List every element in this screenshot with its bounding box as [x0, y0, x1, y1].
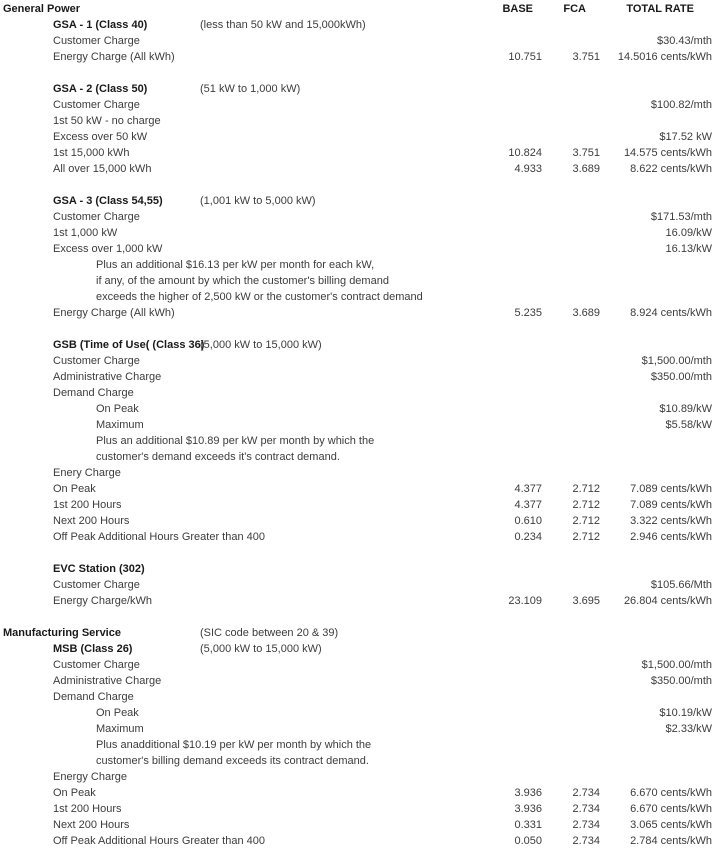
- table-row: [0, 145, 717, 161]
- cell-total-rate: 6.670 cents/kWh: [630, 803, 712, 815]
- cell-base: 0.050: [514, 835, 542, 847]
- row-label: Customer Charge: [53, 579, 140, 591]
- row-label: Customer Charge: [53, 35, 140, 47]
- row-label: customer's billing demand exceeds its contract demand.: [96, 755, 369, 767]
- spacer-row: [0, 177, 717, 193]
- cell-total-rate: [600, 113, 717, 129]
- cell-total-rate: [600, 609, 717, 625]
- table-row: [0, 353, 717, 369]
- cell-base: [485, 369, 542, 385]
- cell-base: [485, 289, 542, 305]
- table-row: [0, 209, 717, 225]
- cell-fca: 3.689: [572, 163, 600, 175]
- cell-base: [485, 705, 542, 721]
- cell-base: [485, 561, 542, 577]
- cell-total-rate: [600, 689, 717, 705]
- cell-fca: [542, 641, 600, 657]
- table-row: [0, 705, 717, 721]
- cell-fca: [542, 289, 600, 305]
- cell-fca: [542, 257, 600, 273]
- cell-fca: 3.689: [572, 307, 600, 319]
- cell-total-rate: [600, 17, 717, 33]
- cell-base: [485, 609, 542, 625]
- cell-total-rate: [600, 273, 717, 289]
- row-label: Customer Charge: [53, 211, 140, 223]
- row-condition: (51 kW to 1,000 kW): [200, 83, 301, 95]
- cell-base: [485, 449, 542, 465]
- cell-total-rate: 3.322 cents/kWh: [630, 515, 712, 527]
- row-label: [0, 545, 485, 561]
- cell-base: [485, 225, 542, 241]
- cell-fca: 2.734: [572, 803, 600, 815]
- cell-fca: [542, 465, 600, 481]
- cell-fca: [542, 273, 600, 289]
- cell-base: [485, 33, 542, 49]
- cell-base: [485, 689, 542, 705]
- cell-fca: [542, 689, 600, 705]
- cell-base: [485, 81, 542, 97]
- row-label: Customer Charge: [53, 659, 140, 671]
- row-label: GSB (Time of Use( (Class 36): [53, 339, 205, 351]
- cell-base: [485, 577, 542, 593]
- cell-base: 0.234: [514, 531, 542, 543]
- row-label: [0, 177, 485, 193]
- cell-total-rate: 14.5016 cents/kWh: [617, 51, 712, 63]
- row-label: Plus an additional $10.89 per kW per month by which the: [96, 435, 375, 447]
- cell-total-rate: $10.89/kW: [659, 403, 712, 415]
- row-label: if any, of the amount by which the customer's billing demand: [96, 275, 389, 287]
- cell-base: [485, 353, 542, 369]
- cell-base: [485, 241, 542, 257]
- row-label: Customer Charge: [53, 99, 140, 111]
- cell-total-rate: [600, 737, 717, 753]
- cell-total-rate: $100.82/mth: [650, 99, 712, 111]
- table-row: [0, 801, 717, 817]
- row-label: Next 200 Hours: [53, 515, 130, 527]
- row-label: [0, 321, 485, 337]
- cell-total-rate: $17.52 kW: [659, 131, 712, 143]
- cell-base: [485, 433, 542, 449]
- cell-fca: [542, 81, 600, 97]
- column-header-total-rate: TOTAL RATE: [626, 3, 694, 15]
- row-label: On Peak: [53, 483, 96, 495]
- row-label: GSA - 3 (Class 54,55): [53, 195, 163, 207]
- cell-base: 4.377: [514, 483, 542, 495]
- cell-total-rate: 6.670 cents/kWh: [630, 787, 712, 799]
- row-condition: (5,000 kW to 15,000 kW): [200, 643, 322, 655]
- table-row: [0, 305, 717, 321]
- table-row: [0, 241, 717, 257]
- table-row: [0, 817, 717, 833]
- table-body: [0, 17, 717, 849]
- cell-total-rate: [600, 257, 717, 273]
- cell-fca: [542, 65, 600, 81]
- cell-fca: [542, 721, 600, 737]
- row-label: 1st 15,000 kWh: [53, 147, 130, 159]
- cell-total-rate: [600, 289, 717, 305]
- column-header-fca: FCA: [563, 3, 586, 15]
- row-label: Excess over 1,000 kW: [53, 243, 163, 255]
- row-label: 1st 1,000 kW: [53, 227, 118, 239]
- cell-fca: [542, 753, 600, 769]
- cell-base: 10.824: [508, 147, 542, 159]
- row-label: Energy Charge: [53, 771, 127, 783]
- table-row: [0, 449, 717, 465]
- cell-base: [485, 321, 542, 337]
- row-label: Customer Charge: [53, 355, 140, 367]
- table-row: [0, 17, 717, 33]
- cell-base: [485, 545, 542, 561]
- cell-total-rate: $10.19/kW: [659, 707, 712, 719]
- cell-fca: 2.734: [572, 787, 600, 799]
- cell-base: 0.610: [514, 515, 542, 527]
- cell-fca: [542, 433, 600, 449]
- row-label: Energy Charge (All kWh): [53, 51, 175, 63]
- table-row: [0, 81, 717, 97]
- cell-base: 4.933: [514, 163, 542, 175]
- table-row: [0, 481, 717, 497]
- row-label: Energy Charge/kWh: [53, 595, 153, 607]
- table-row: [0, 257, 717, 273]
- row-label: Manufacturing Service: [3, 627, 121, 639]
- row-condition: (5,000 kW to 15,000 kW): [200, 339, 322, 351]
- row-label: customer's demand exceeds it's contract demand.: [96, 451, 340, 463]
- table-row: [0, 225, 717, 241]
- row-label: exceeds the higher of 2,500 kW or the customer's contract demand: [96, 291, 423, 303]
- cell-base: [485, 193, 542, 209]
- row-condition: (less than 50 kW and 15,000kWh): [200, 19, 366, 31]
- cell-base: [485, 657, 542, 673]
- cell-base: 3.936: [514, 787, 542, 799]
- table-row: [0, 529, 717, 545]
- cell-fca: [542, 129, 600, 145]
- row-label: On Peak: [96, 707, 139, 719]
- cell-fca: [542, 113, 600, 129]
- cell-base: [485, 113, 542, 129]
- row-condition: (1,001 kW to 5,000 kW): [200, 195, 316, 207]
- column-header-base: BASE: [502, 3, 533, 15]
- cell-total-rate: [600, 625, 717, 641]
- cell-total-rate: $350.00/mth: [650, 371, 712, 383]
- cell-total-rate: [600, 81, 717, 97]
- cell-fca: [542, 769, 600, 785]
- cell-total-rate: [600, 193, 717, 209]
- cell-base: [485, 65, 542, 81]
- cell-base: [485, 753, 542, 769]
- cell-fca: [542, 241, 600, 257]
- cell-total-rate: $1,500.00/mth: [641, 659, 712, 671]
- table-row: [0, 337, 717, 353]
- cell-base: [485, 641, 542, 657]
- cell-fca: [542, 561, 600, 577]
- cell-fca: [542, 97, 600, 113]
- row-label: EVC Station (302): [53, 563, 145, 575]
- table-row: [0, 465, 717, 481]
- table-row: [0, 785, 717, 801]
- row-label: [0, 65, 485, 81]
- section-title-general-power: General Power: [3, 3, 81, 15]
- cell-fca: [542, 657, 600, 673]
- cell-total-rate: $350.00/mth: [650, 675, 712, 687]
- row-label: Administrative Charge: [53, 371, 162, 383]
- cell-total-rate: 16.09/kW: [665, 227, 712, 239]
- cell-total-rate: 2.784 cents/kWh: [630, 835, 712, 847]
- row-label: Next 200 Hours: [53, 819, 130, 831]
- row-label: Demand Charge: [53, 691, 134, 703]
- cell-fca: 2.712: [572, 531, 600, 543]
- cell-total-rate: $30.43/mth: [656, 35, 712, 47]
- cell-total-rate: [600, 465, 717, 481]
- table-row: [0, 401, 717, 417]
- row-label: Energy Charge (All kWh): [53, 307, 175, 319]
- cell-total-rate: [600, 561, 717, 577]
- cell-fca: 3.751: [572, 147, 600, 159]
- table-row: [0, 497, 717, 513]
- row-label: Off Peak Additional Hours Greater than 400: [53, 835, 265, 847]
- cell-total-rate: [600, 321, 717, 337]
- table-row: [0, 193, 717, 209]
- row-label: GSA - 2 (Class 50): [53, 83, 148, 95]
- table-row: [0, 753, 717, 769]
- table-row: [0, 641, 717, 657]
- cell-fca: [542, 321, 600, 337]
- cell-fca: [542, 353, 600, 369]
- cell-fca: [542, 193, 600, 209]
- row-label: Plus anadditional $10.19 per kW per month by which the: [96, 739, 372, 751]
- cell-base: [485, 209, 542, 225]
- table-row: [0, 385, 717, 401]
- table-row: [0, 273, 717, 289]
- cell-fca: [542, 673, 600, 689]
- cell-fca: 2.712: [572, 499, 600, 511]
- spacer-row: [0, 545, 717, 561]
- cell-base: [485, 625, 542, 641]
- row-label: 1st 200 Hours: [53, 803, 122, 815]
- row-label: Demand Charge: [53, 387, 134, 399]
- cell-base: 3.936: [514, 803, 542, 815]
- table-row: [0, 625, 717, 641]
- cell-fca: [542, 225, 600, 241]
- cell-fca: [542, 209, 600, 225]
- cell-total-rate: $105.66/Mth: [650, 579, 712, 591]
- cell-fca: 3.695: [572, 595, 600, 607]
- row-label: All over 15,000 kWh: [53, 163, 152, 175]
- cell-fca: 2.734: [572, 819, 600, 831]
- cell-fca: [542, 609, 600, 625]
- cell-total-rate: $171.53/mth: [650, 211, 712, 223]
- cell-total-rate: [600, 641, 717, 657]
- row-label: Off Peak Additional Hours Greater than 400: [53, 531, 265, 543]
- row-condition: (SIC code between 20 & 39): [200, 627, 339, 639]
- cell-base: [485, 337, 542, 353]
- table-row: [0, 689, 717, 705]
- cell-total-rate: 3.065 cents/kWh: [630, 819, 712, 831]
- cell-total-rate: 7.089 cents/kWh: [630, 483, 712, 495]
- cell-base: [485, 97, 542, 113]
- cell-base: [485, 17, 542, 33]
- cell-fca: [542, 417, 600, 433]
- table-row: [0, 737, 717, 753]
- cell-base: [485, 737, 542, 753]
- cell-total-rate: [600, 337, 717, 353]
- cell-base: [485, 721, 542, 737]
- cell-fca: [542, 33, 600, 49]
- table-row: [0, 673, 717, 689]
- table-row: [0, 433, 717, 449]
- row-label: 1st 200 Hours: [53, 499, 122, 511]
- table-row: [0, 113, 717, 129]
- table-row: [0, 769, 717, 785]
- table-row: [0, 161, 717, 177]
- cell-total-rate: $2.33/kW: [665, 723, 712, 735]
- cell-base: [485, 673, 542, 689]
- row-label: 1st 50 kW - no charge: [53, 115, 161, 127]
- spacer-row: [0, 609, 717, 625]
- row-label: Plus an additional $16.13 per kW per month for each kW,: [96, 259, 375, 271]
- cell-base: [485, 401, 542, 417]
- row-label: Excess over 50 kW: [53, 131, 148, 143]
- cell-total-rate: [600, 545, 717, 561]
- cell-fca: [542, 369, 600, 385]
- cell-base: 10.751: [508, 51, 542, 63]
- cell-fca: 2.734: [572, 835, 600, 847]
- cell-fca: [542, 737, 600, 753]
- cell-total-rate: [600, 753, 717, 769]
- cell-total-rate: [600, 449, 717, 465]
- table-row: [0, 289, 717, 305]
- cell-total-rate: [600, 769, 717, 785]
- cell-fca: [542, 337, 600, 353]
- table-row: [0, 33, 717, 49]
- cell-total-rate: 14.575 cents/kWh: [623, 147, 712, 159]
- cell-total-rate: 8.622 cents/kWh: [630, 163, 712, 175]
- row-label: Administrative Charge: [53, 675, 162, 687]
- cell-total-rate: [600, 65, 717, 81]
- cell-fca: 3.751: [572, 51, 600, 63]
- row-label: Maximum: [96, 723, 144, 735]
- cell-total-rate: 2.946 cents/kWh: [630, 531, 712, 543]
- cell-base: [485, 257, 542, 273]
- cell-fca: 2.712: [572, 483, 600, 495]
- row-label: Enery Charge: [53, 467, 121, 479]
- row-label: GSA - 1 (Class 40): [53, 19, 148, 31]
- table-row: [0, 49, 717, 65]
- table-header-row: [0, 1, 717, 17]
- cell-base: 0.331: [514, 819, 542, 831]
- cell-total-rate: [600, 433, 717, 449]
- cell-base: 23.109: [508, 595, 542, 607]
- table-row: [0, 577, 717, 593]
- cell-base: [485, 385, 542, 401]
- cell-base: [485, 177, 542, 193]
- cell-base: [485, 273, 542, 289]
- cell-total-rate: 16.13/kW: [665, 243, 712, 255]
- table-row: [0, 129, 717, 145]
- cell-base: [485, 769, 542, 785]
- cell-fca: [542, 177, 600, 193]
- cell-fca: [542, 577, 600, 593]
- cell-base: [485, 465, 542, 481]
- cell-base: [485, 417, 542, 433]
- table-row: [0, 513, 717, 529]
- table-row: [0, 721, 717, 737]
- cell-fca: [542, 401, 600, 417]
- cell-fca: 2.712: [572, 515, 600, 527]
- cell-fca: [542, 449, 600, 465]
- row-label: On Peak: [53, 787, 96, 799]
- row-label: On Peak: [96, 403, 139, 415]
- row-label: Maximum: [96, 419, 144, 431]
- cell-base: 5.235: [514, 307, 542, 319]
- cell-total-rate: $5.58/kW: [665, 419, 712, 431]
- row-label: [0, 609, 485, 625]
- cell-total-rate: [600, 385, 717, 401]
- cell-fca: [542, 705, 600, 721]
- spacer-row: [0, 321, 717, 337]
- cell-fca: [542, 545, 600, 561]
- cell-fca: [542, 625, 600, 641]
- cell-total-rate: [600, 177, 717, 193]
- cell-fca: [542, 17, 600, 33]
- cell-base: [485, 129, 542, 145]
- table-row: [0, 593, 717, 609]
- cell-total-rate: 26.804 cents/kWh: [623, 595, 712, 607]
- cell-total-rate: 7.089 cents/kWh: [630, 499, 712, 511]
- cell-total-rate: 8.924 cents/kWh: [630, 307, 712, 319]
- table-row: [0, 417, 717, 433]
- table-row: [0, 97, 717, 113]
- table-row: [0, 657, 717, 673]
- table-row: [0, 561, 717, 577]
- spacer-row: [0, 65, 717, 81]
- table-row: [0, 369, 717, 385]
- cell-fca: [542, 385, 600, 401]
- cell-base: 4.377: [514, 499, 542, 511]
- row-label: MSB (Class 26): [53, 643, 133, 655]
- cell-total-rate: $1,500.00/mth: [641, 355, 712, 367]
